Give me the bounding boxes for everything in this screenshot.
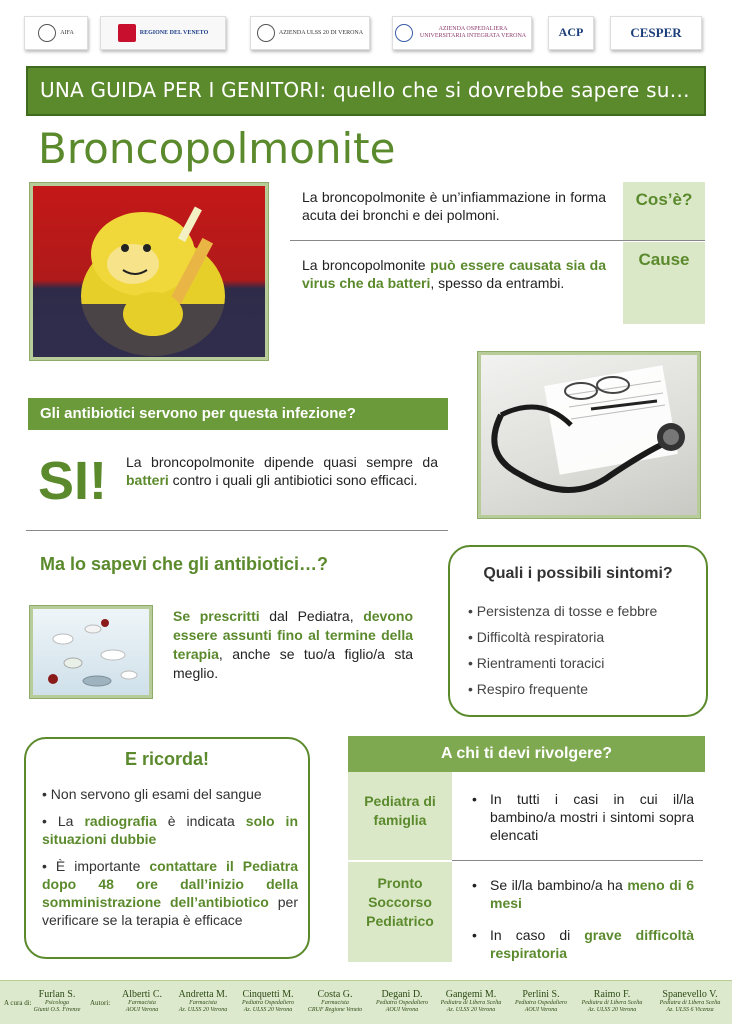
stethoscope-photo xyxy=(478,352,700,518)
definition-text: La broncopolmonite è un’infiammazione in forma acuta dei bronchi e dei polmoni. xyxy=(302,189,606,223)
aifa-logo: AIFA xyxy=(24,16,88,50)
tag-what xyxy=(623,182,705,240)
contact-row-er-text xyxy=(468,876,694,976)
contact-header: A chi ti devi rivolgere? xyxy=(348,736,705,772)
banner-rest: quello che si dovrebbe sapere su… xyxy=(326,78,690,102)
sapevi-title: Ma lo sapevi che gli antibiotici…? xyxy=(40,554,329,574)
footer-credits xyxy=(0,980,732,1024)
antibiotics-question: Gli antibiotici servono per questa infezione? xyxy=(28,398,448,430)
list-item: • In caso di grave difficoltà respiratoria xyxy=(468,926,694,962)
answer-si: SI! xyxy=(38,451,108,511)
cesper-logo: CESPER xyxy=(610,16,702,50)
author: Raimo F. Pediatra di Libera Scelta Az. ULSS 20 Verona xyxy=(581,989,643,1013)
list-item: • Non servono gli esami del sangue xyxy=(42,786,262,802)
pills-photo xyxy=(30,606,152,698)
header-banner xyxy=(26,66,706,116)
curator: Furlan S. Psicologa Giunti O.S. Firenze xyxy=(33,989,81,1013)
list-item: • La radiografia è indicata solo in situazioni dubbie xyxy=(42,813,298,847)
list-item: • Se il/la bambino/a ha meno di 6 mesi xyxy=(468,876,694,912)
list-item: • È importante contattare il Pediatra dopo 48 ore dall’inizio della somministrazione dell’antibiotico per verificare se la terapia è efficace xyxy=(42,858,299,928)
symptoms-box xyxy=(448,545,708,717)
cause-text: La broncopolmonite può essere causata sia da virus che da batteri, spesso da entrambi. xyxy=(302,257,606,291)
banner-strong: UNA GUIDA PER I GENITORI: xyxy=(40,78,327,102)
contact-row-family-label: Pediatra di famiglia xyxy=(348,772,452,860)
list-item: • In tutti i casi in cui il/la bambino/a mostri i sintomi sopra elencati xyxy=(468,790,694,844)
author: Andretta M. Farmacista Az. ULSS 20 Verona xyxy=(178,989,228,1013)
sapevi-text: Se prescritti dal Pediatra, devono essere assunti fino al termine della terapia, anche se tuo/a figlio/a sta meglio. xyxy=(173,608,413,681)
stethoscope-illustration xyxy=(481,355,697,515)
page-title: Broncopolmonite xyxy=(38,124,396,173)
antibiotics-text: La broncopolmonite dipende quasi sempre da batteri contro i quali gli antibiotici sono efficaci. xyxy=(126,454,438,488)
author: Cinquetti M. Pediatra Ospedaliero Az. ULSS 20 Verona xyxy=(242,989,294,1013)
author: Degani D. Pediatra Ospedaliero AOUI Verona xyxy=(376,989,428,1013)
author: Gangemi M. Pediatra di Libera Scelta Az. ULSS 20 Verona xyxy=(440,989,502,1013)
monkey-photo xyxy=(30,183,268,360)
remember-box xyxy=(24,737,310,959)
tag-what-label: Cos’è? xyxy=(635,190,693,209)
remember-list xyxy=(42,785,298,938)
tag-cause-label: Cause xyxy=(638,250,690,269)
pills-illustration xyxy=(33,609,149,695)
author: Costa G. Farmacista CRUF Regione Veneto xyxy=(307,989,363,1013)
batteri-highlight: batteri xyxy=(126,472,169,488)
author: Alberti C. Farmacista AOUI Verona xyxy=(122,989,162,1013)
tag-cause xyxy=(623,242,705,324)
ulss20-logo: AZIENDA ULSS 20 DI VERONA xyxy=(250,16,370,50)
list-item: • Difficoltà respiratoria xyxy=(468,629,605,645)
contact-row-er-label: Pronto Soccorso Pediatrico xyxy=(348,862,452,962)
author: Perlini S. Pediatra Ospedaliero AOUI Verona xyxy=(515,989,567,1013)
author: Spanevello V. Pediatra di Libera Scelta Az. ULSS 6 Vicenza xyxy=(659,989,721,1013)
divider xyxy=(452,860,703,861)
symptoms-list xyxy=(468,603,657,707)
monkey-illustration xyxy=(33,186,265,357)
list-item: • Persistenza di tosse e febbre xyxy=(468,603,658,619)
regione-veneto-logo: REGIONE DEL VENETO xyxy=(100,16,226,50)
remember-title: E ricorda! xyxy=(124,749,210,769)
curated-by-label: A cura di: xyxy=(4,999,32,1007)
divider xyxy=(290,240,705,241)
divider xyxy=(26,530,448,531)
list-item: • Rientramenti toracici xyxy=(468,655,605,671)
acp-logo: ACP xyxy=(548,16,594,50)
contact-row-family-text xyxy=(468,790,694,858)
list-item: • Respiro frequente xyxy=(468,681,589,697)
symptoms-title: Quali i possibili sintomi? xyxy=(483,565,673,582)
logo-bar xyxy=(20,10,720,60)
aoui-logo: AZIENDA OSPEDALIERA UNIVERSITARIA INTEGRATA VERONA xyxy=(392,16,532,50)
authors-label: Autori: xyxy=(90,999,111,1007)
cause-highlight: può essere causata sia da virus che da batteri xyxy=(302,257,606,291)
